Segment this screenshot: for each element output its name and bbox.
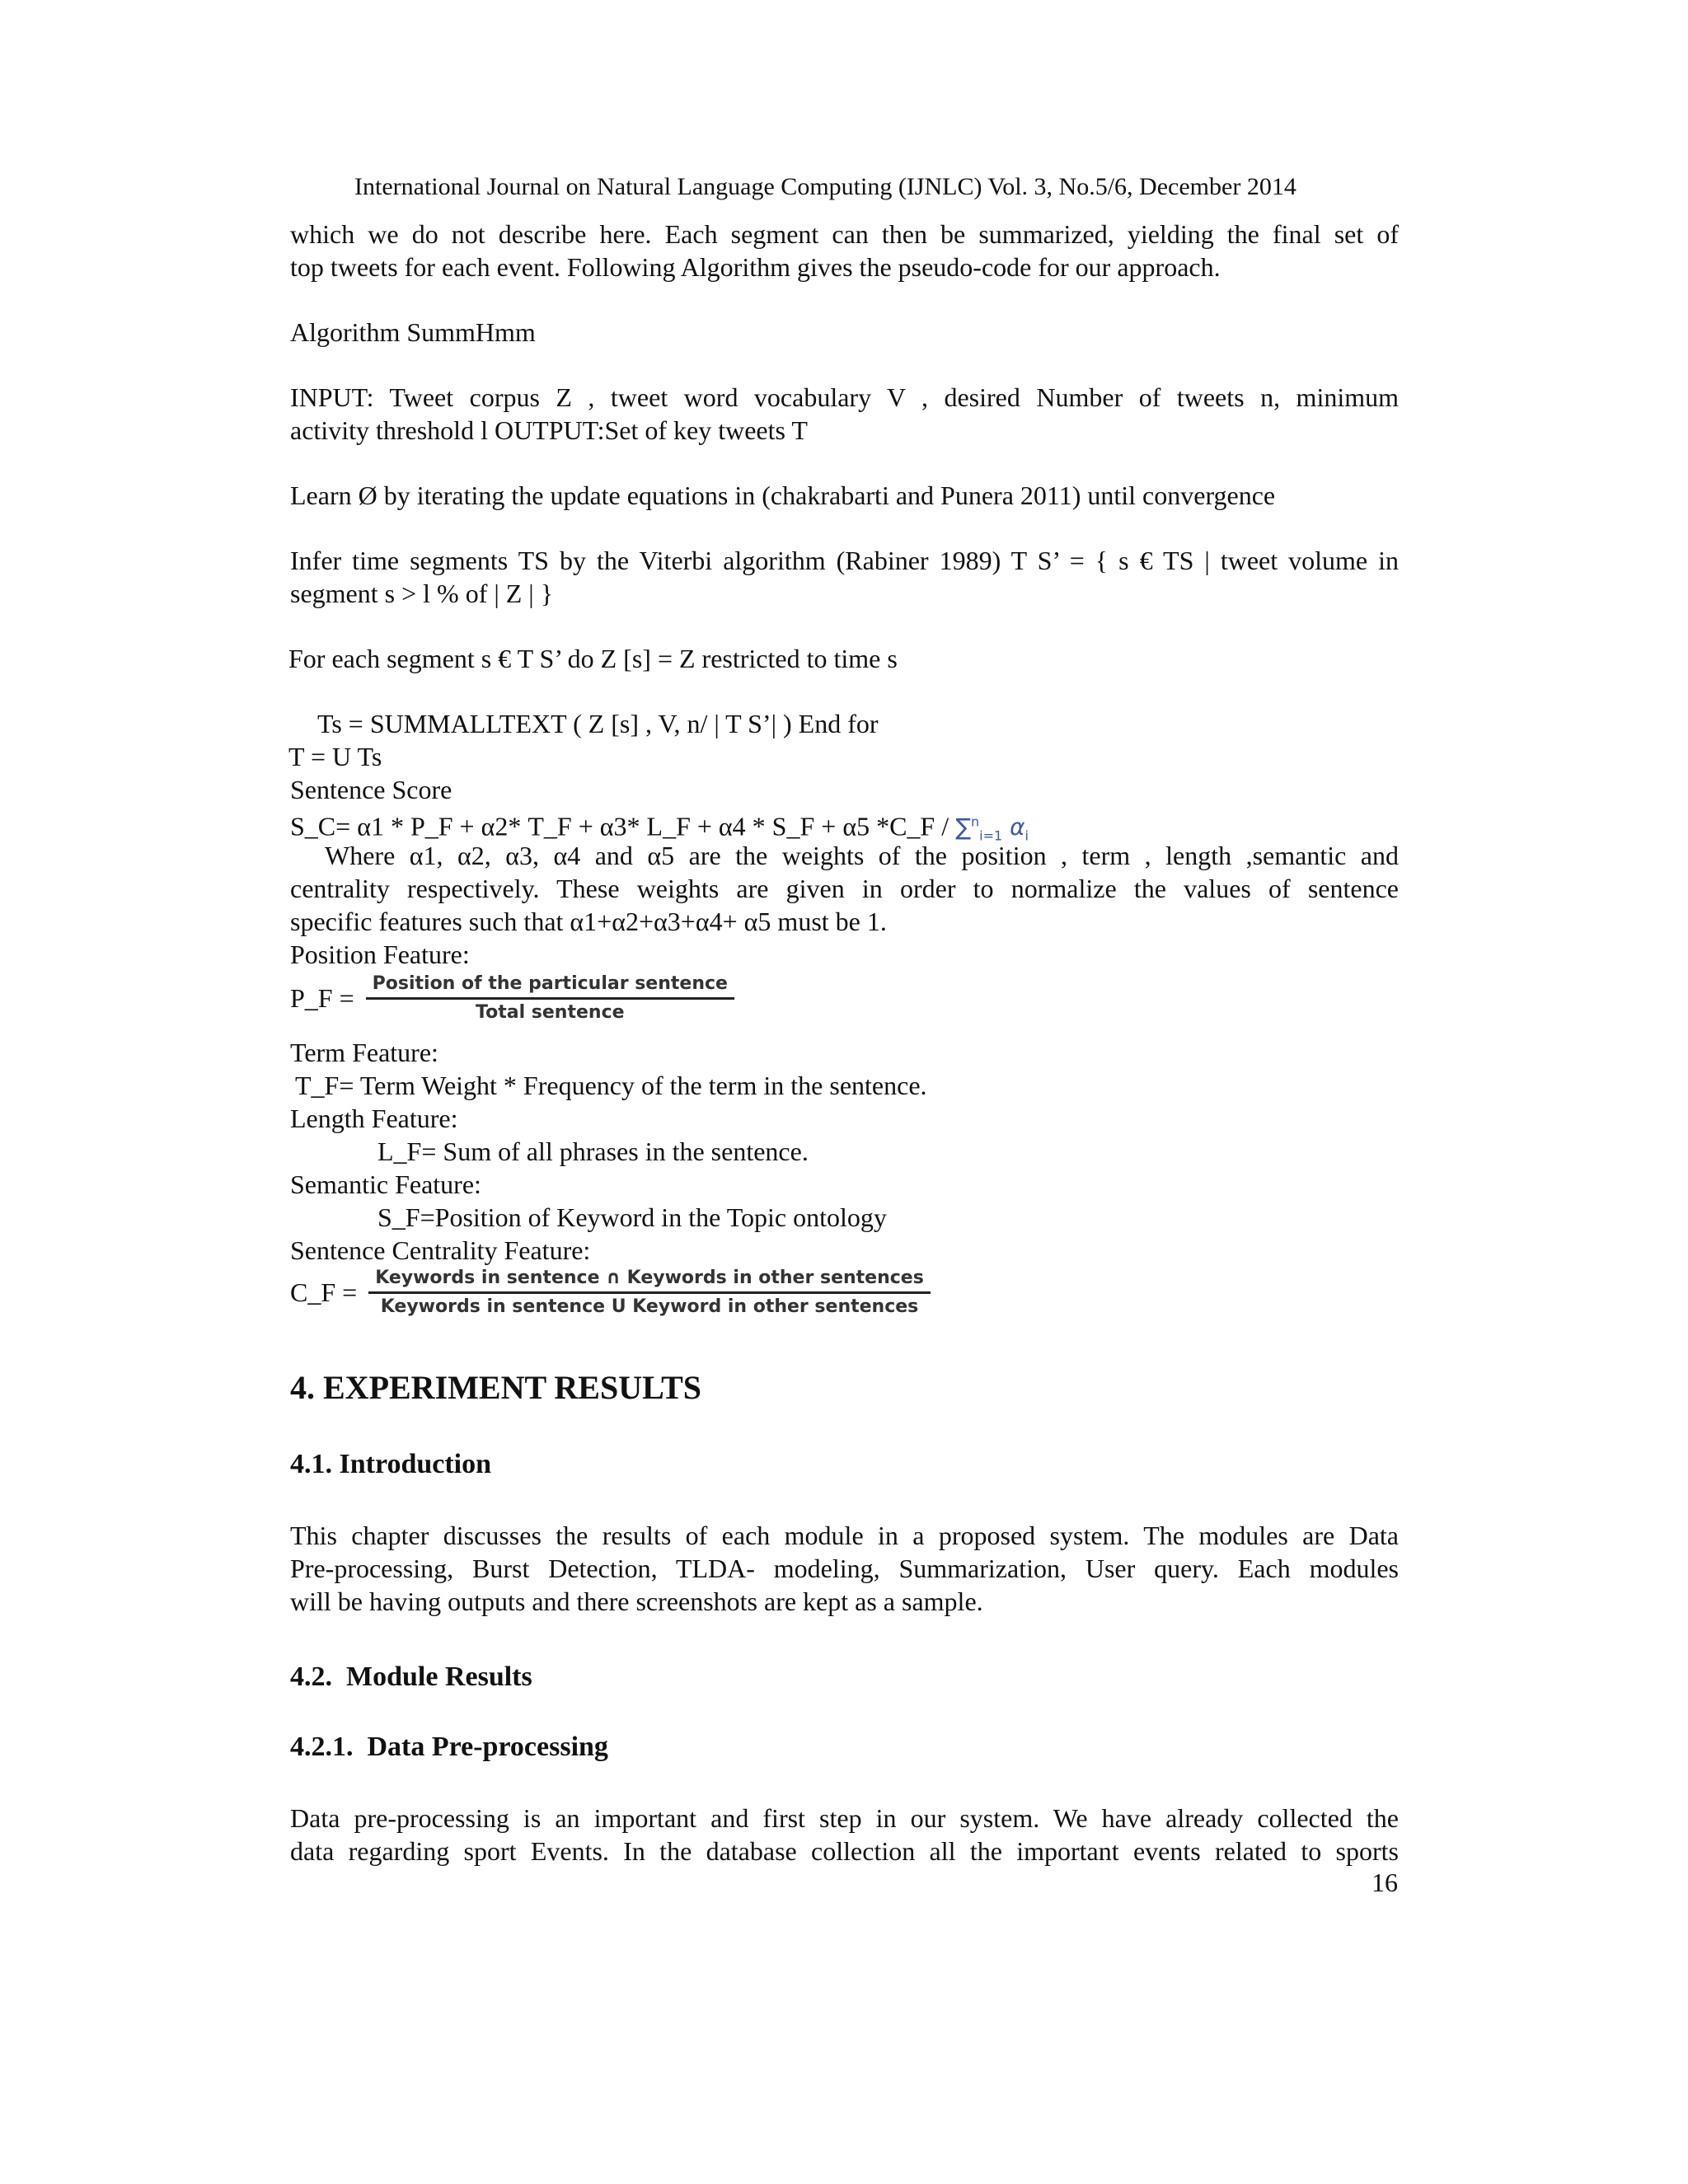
sentence-score-heading: Sentence Score — [290, 775, 452, 804]
pf-lhs: P_F = — [290, 983, 354, 1013]
intro-section-line-1: This chapter discusses the results of each module in a proposed system. The modules are Data — [290, 1521, 1399, 1550]
length-feature-formula: L_F= Sum of all phrases in the sentence. — [377, 1137, 809, 1166]
preprocessing-line-1: Data pre-processing is an important and first step in our system. We have already collected the — [290, 1803, 1399, 1833]
semantic-feature-formula: S_F=Position of Keyword in the Topic ontology — [377, 1202, 887, 1232]
section-heading: 4. EXPERIMENT RESULTS — [290, 1369, 702, 1406]
sentence-score-formula-text: S_C= α1 * P_F + α2* T_F + α3* L_F + α4 * S_F + α5 *C_F / — [290, 811, 956, 841]
intro-line-1: which we do not describe here. Each segment can then be summarized, yielding the final set of — [290, 219, 1399, 249]
algorithm-input-line-1: INPUT: Tweet corpus Z , tweet word vocabulary V , desired Number of tweets n, minimum — [290, 382, 1399, 412]
subsection-heading-intro: 4.1. Introduction — [290, 1449, 492, 1479]
sum-variable-index: i — [1025, 827, 1029, 844]
cf-lhs: C_F = — [290, 1277, 358, 1307]
sum-upper-limit: n — [970, 814, 980, 830]
running-header: International Journal on Natural Language Computing (IJNLC) Vol. 3, No.5/6, December 2014 — [354, 173, 1296, 200]
cf-fraction — [368, 1265, 931, 1320]
centrality-feature-heading: Sentence Centrality Feature: — [290, 1235, 591, 1265]
algorithm-title: Algorithm SummHmm — [290, 317, 536, 347]
subsection-heading-module-results: 4.2. Module Results — [290, 1661, 532, 1692]
algorithm-infer-line-1: Infer time segments TS by the Viterbi algorithm (Rabiner 1989) T S’ = { s € TS | tweet volume in — [290, 546, 1399, 575]
cf-numerator: Keywords in sentence ∩ Keywords in other sentences — [375, 1268, 924, 1288]
term-feature-heading: Term Feature: — [290, 1038, 438, 1067]
pf-numerator: Position of the particular sentence — [372, 973, 728, 994]
pf-denominator: Total sentence — [476, 1002, 625, 1023]
weights-line-2: centrality respectively. These weights are given in order to normalize the values of sentence — [290, 874, 1399, 903]
weights-line-1: Where α1, α2, α3, α4 and α5 are the weights of the position , term , length ,semantic and — [325, 841, 1399, 870]
intro-section-line-3: will be having outputs and there screenshots are kept as a sample. — [290, 1586, 983, 1616]
algorithm-foreach-step: For each segment s € T S’ do Z [s] = Z restricted to time s — [288, 644, 898, 673]
intro-section-line-2: Pre-processing, Burst Detection, TLDA- modeling, Summarization, User query. Each modules — [290, 1554, 1399, 1583]
preprocessing-line-2: data regarding sport Events. In the database collection all the important events related to sports — [290, 1836, 1399, 1866]
summation-symbol — [955, 813, 1029, 844]
cf-denominator: Keywords in sentence U Keyword in other sentences — [380, 1296, 919, 1317]
algorithm-learn-step: Learn Ø by iterating the update equations in (chakrabarti and Punera 2011) until convergence — [290, 480, 1276, 510]
intro-line-2: top tweets for each event. Following Algorithm gives the pseudo-code for our approach. — [290, 252, 1221, 282]
subsubsection-heading-preprocessing: 4.2.1. Data Pre-processing — [290, 1732, 608, 1762]
sum-lower-limit: i=1 — [979, 827, 1003, 844]
position-feature-formula — [290, 971, 734, 1026]
sum-variable: α — [1010, 813, 1025, 841]
weights-line-3: specific features such that α1+α2+α3+α4+ α5 must be 1. — [290, 907, 887, 936]
algorithm-input-line-2: activity threshold l OUTPUT:Set of key tweets T — [290, 415, 808, 445]
pf-fraction — [366, 971, 734, 1026]
term-feature-formula: T_F= Term Weight * Frequency of the term in the sentence. — [295, 1071, 927, 1100]
centrality-feature-formula — [290, 1265, 931, 1320]
position-feature-heading: Position Feature: — [290, 940, 470, 969]
semantic-feature-heading: Semantic Feature: — [290, 1169, 481, 1199]
sum-sign: ∑ — [955, 813, 971, 841]
algorithm-infer-line-2: segment s > l % of | Z | } — [290, 579, 554, 608]
length-feature-heading: Length Feature: — [290, 1104, 458, 1133]
algorithm-ts-step: Ts = SUMMALLTEXT ( Z [s] , V, n/ | T S’| ) End for — [317, 709, 879, 738]
algorithm-t-union: T = U Ts — [288, 742, 382, 771]
page-number: 16 — [1372, 1868, 1398, 1897]
